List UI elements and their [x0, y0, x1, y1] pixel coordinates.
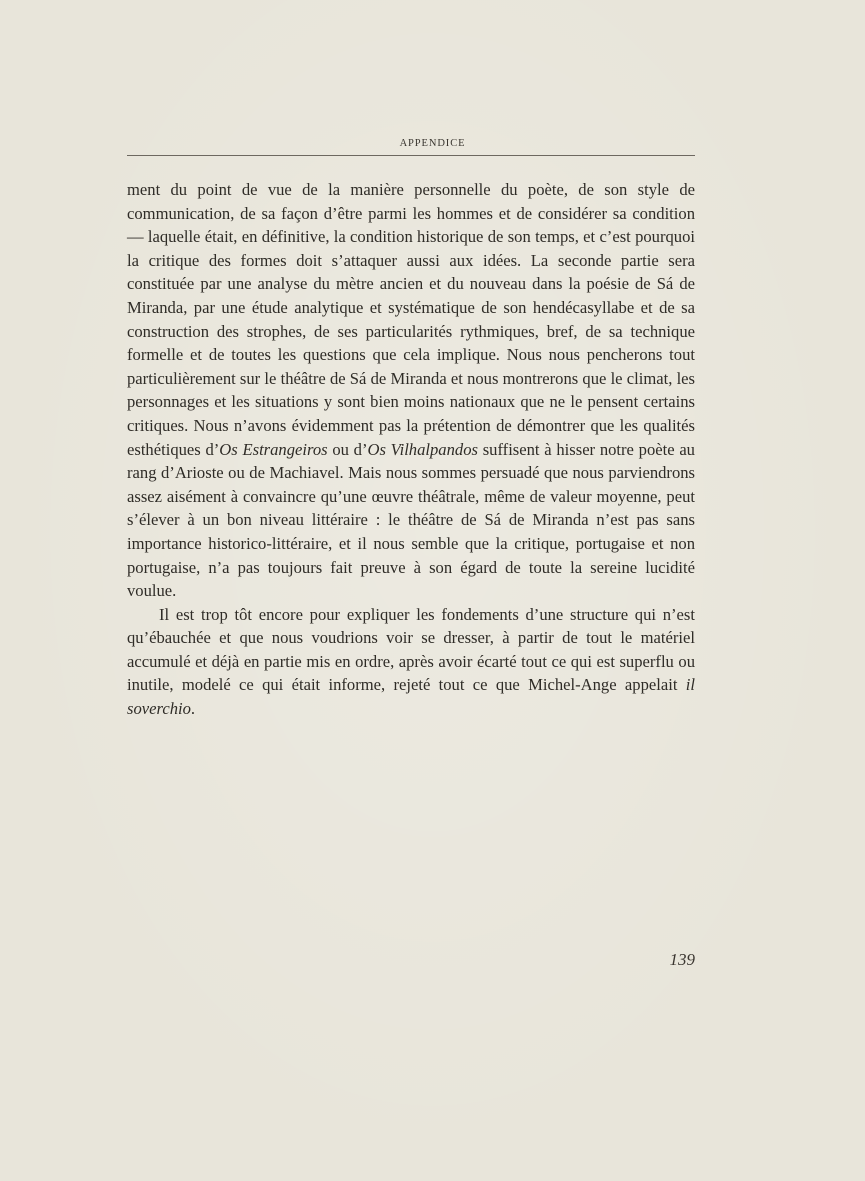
- header-rule: [127, 155, 695, 156]
- paragraph-1-part-1: ment du point de vue de la manière personnelle du poète, de son style de communication, de sa façon d’être parmi les hommes et de considérer sa condition — laquelle était, en définitive, la condition historique de son temps, et c’est pourquoi la critique des formes doit s’attaquer aussi aux idées. La seconde partie sera constituée par une analyse du mètre ancien et du nouveau dans la poésie de Sá de Miranda, par une étude analytique et systématique de son hendécasyllabe et de sa construction des strophes, de ses particularités rythmiques, bref, de sa technique formelle et de toutes les questions que cela implique. Nous nous pencherons tout particulièrement sur le théâtre de Sá de Miranda et nous montrerons que le climat, les personnages et les situations y sont bien moins nationaux que ne le pensent certains critiques. Nous n’avons évidemment pas la prétention de démontrer que les qualités esthétiques d’: [127, 180, 695, 459]
- paragraph-1-part-2: ou d’: [327, 439, 368, 459]
- page-number: 139: [669, 950, 695, 969]
- title-os-vilhalpandos: Os Vilhalpandos: [367, 439, 478, 459]
- paragraph-1: [127, 178, 695, 603]
- paragraph-2: [127, 603, 695, 721]
- paragraph-2-part-2: .: [190, 699, 196, 719]
- title-os-estrangeiros: Os Estrangeiros: [219, 439, 328, 459]
- quote-il-soverchio: il soverchio: [127, 675, 695, 719]
- body-text: [127, 178, 695, 721]
- paragraph-1-part-3: suffisent à hisser notre poète au rang d’Arioste ou de Machiavel. Mais nous sommes persuadé que nous parviendrons assez aisément à convaincre qu’une œuvre théâtrale, même de valeur moyenne, peut s’élever à un bon niveau littéraire : le théâtre de Sá de Miranda n’est pas sans importance historico-littéraire, et il nous semble que la critique, portugaise et non portugaise, n’a pas toujours fait preuve à son égard de toute la sereine lucidité voulue.: [127, 439, 695, 601]
- paragraph-2-part-1: Il est trop tôt encore pour expliquer les fondements d’une structure qui n’est qu’ébauchée et que nous voudrions voir se dresser, à partir de tout le matériel accumulé et déjà en partie mis en ordre, après avoir écarté tout ce qui est superflu ou inutile, modelé ce qui était informe, rejeté tout ce que Michel-Ange appelait: [127, 604, 695, 695]
- running-head: APPENDICE: [399, 138, 466, 149]
